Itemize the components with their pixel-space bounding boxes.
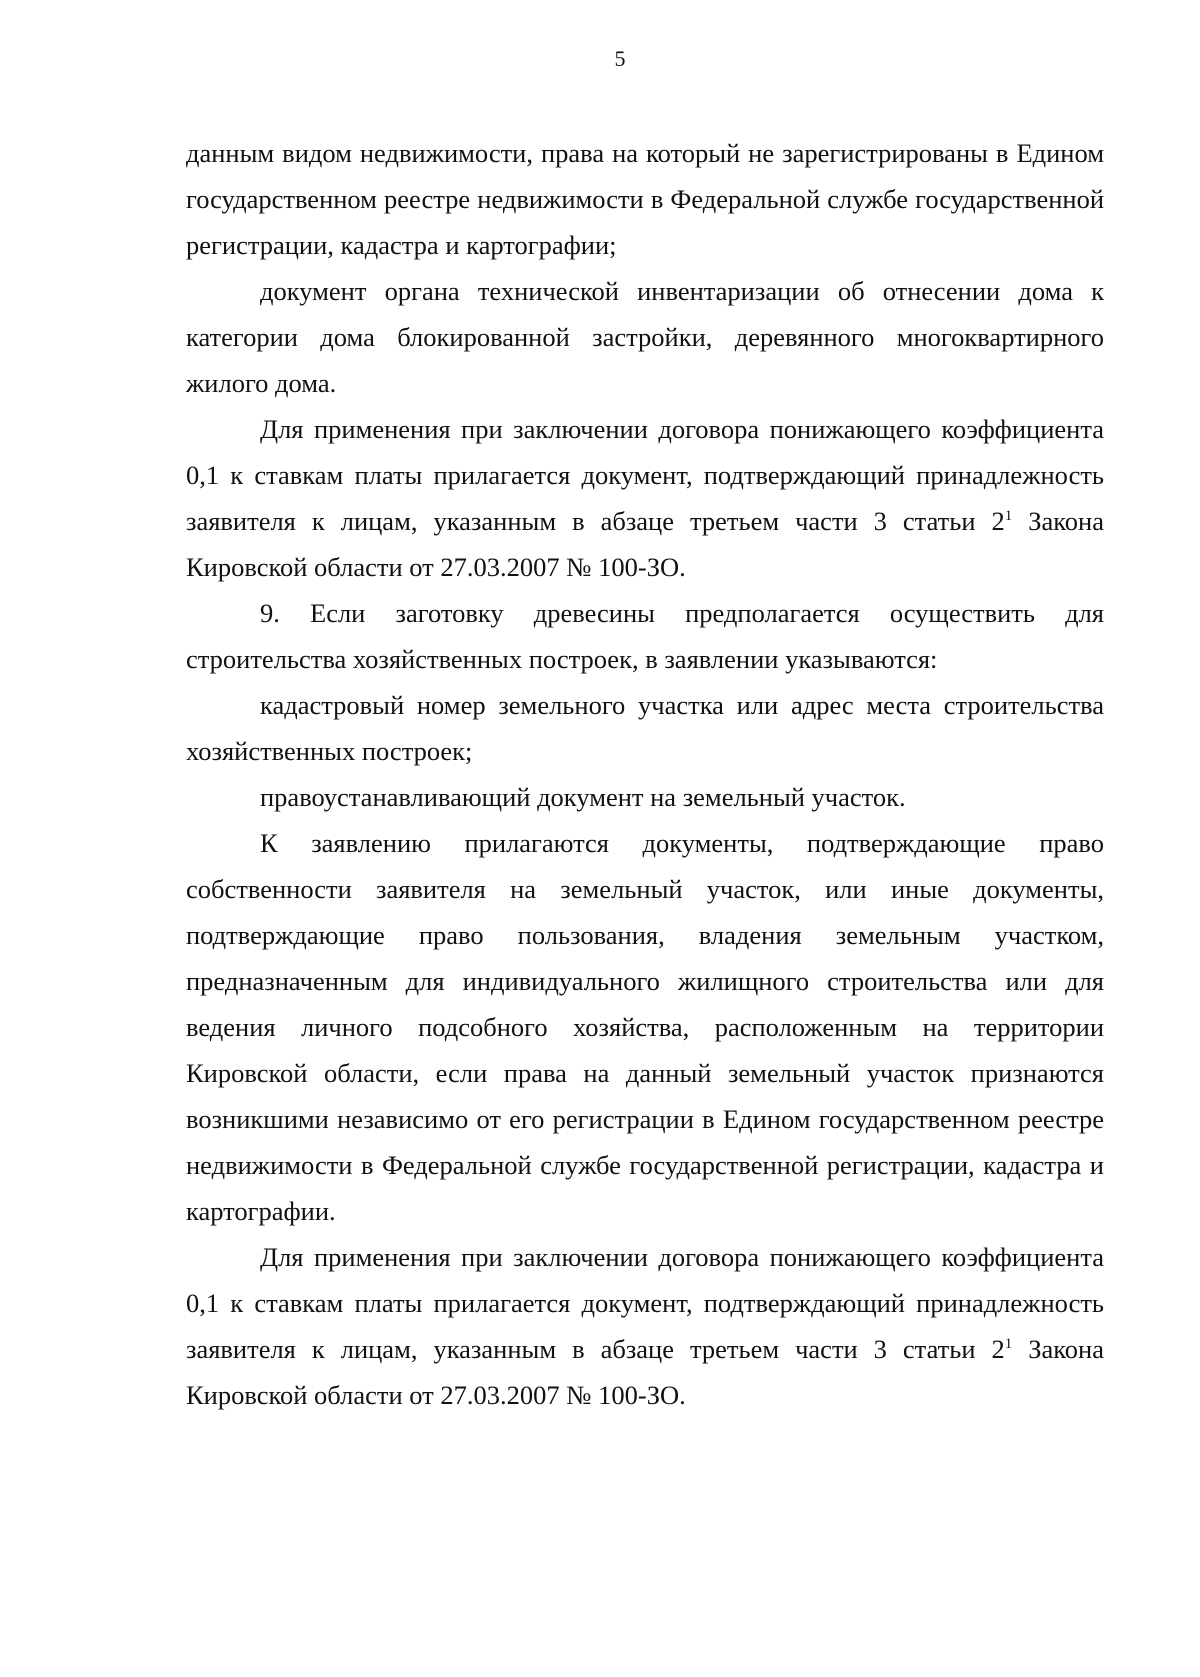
page-number: 5 bbox=[614, 46, 626, 71]
paragraph-3-text: Для применения при заключении договора понижающего коэффициента 0,1 к ставкам платы прилагается документ, подтверждающий принадлежность заявителя к лицам, указанным в абзаце третьем части 3 статьи 2 bbox=[186, 414, 1104, 536]
paragraph-7: К заявлению прилагаются документы, подтверждающие право собственности заявителя на земельный участок, или иные документы, подтверждающие право пользования, владения земельным участком, предназначенным для индивидуального жилищного строительства или для ведения личного подсобного хозяйства, расположенным на территории Кировской области, если права на данный земельный участок признаются возникшими независимо от его регистрации в Едином государственном реестре недвижимости в Федеральной службе государственной регистрации, кадастра и картографии. bbox=[186, 828, 1104, 1226]
paragraph-4: 9. Если заготовку древесины предполагается осуществить для строительства хозяйственных построек, в заявлении указываются: bbox=[186, 598, 1104, 674]
paragraph-8-text-end: Закона Кировской области от 27.03.2007 № 100-ЗО. bbox=[186, 1334, 1104, 1410]
paragraph-8 bbox=[186, 1234, 1104, 1418]
paragraph-6: правоустанавливающий документ на земельный участок. bbox=[260, 782, 906, 812]
paragraph-1: данным видом недвижимости, права на который не зарегистрированы в Едином государственном реестре недвижимости в Федеральной службе государственной регистрации, кадастра и картографии; bbox=[186, 138, 1104, 260]
paragraph-8-superscript: 1 bbox=[1004, 1336, 1013, 1353]
paragraph-2: документ органа технической инвентаризации об отнесении дома к категории дома блокированной застройки, деревянного многоквартирного жилого дома. bbox=[186, 276, 1104, 398]
paragraph-5: кадастровый номер земельного участка или адрес места строительства хозяйственных построек; bbox=[186, 690, 1104, 766]
paragraph-3 bbox=[186, 406, 1104, 590]
document-body bbox=[186, 130, 1104, 1418]
paragraph-3-text-end: Закона Кировской области от 27.03.2007 № 100-ЗО. bbox=[186, 506, 1104, 582]
paragraph-8-text: Для применения при заключении договора понижающего коэффициента 0,1 к ставкам платы прилагается документ, подтверждающий принадлежность заявителя к лицам, указанным в абзаце третьем части 3 статьи 2 bbox=[186, 1242, 1104, 1364]
paragraph-3-superscript: 1 bbox=[1004, 508, 1013, 525]
